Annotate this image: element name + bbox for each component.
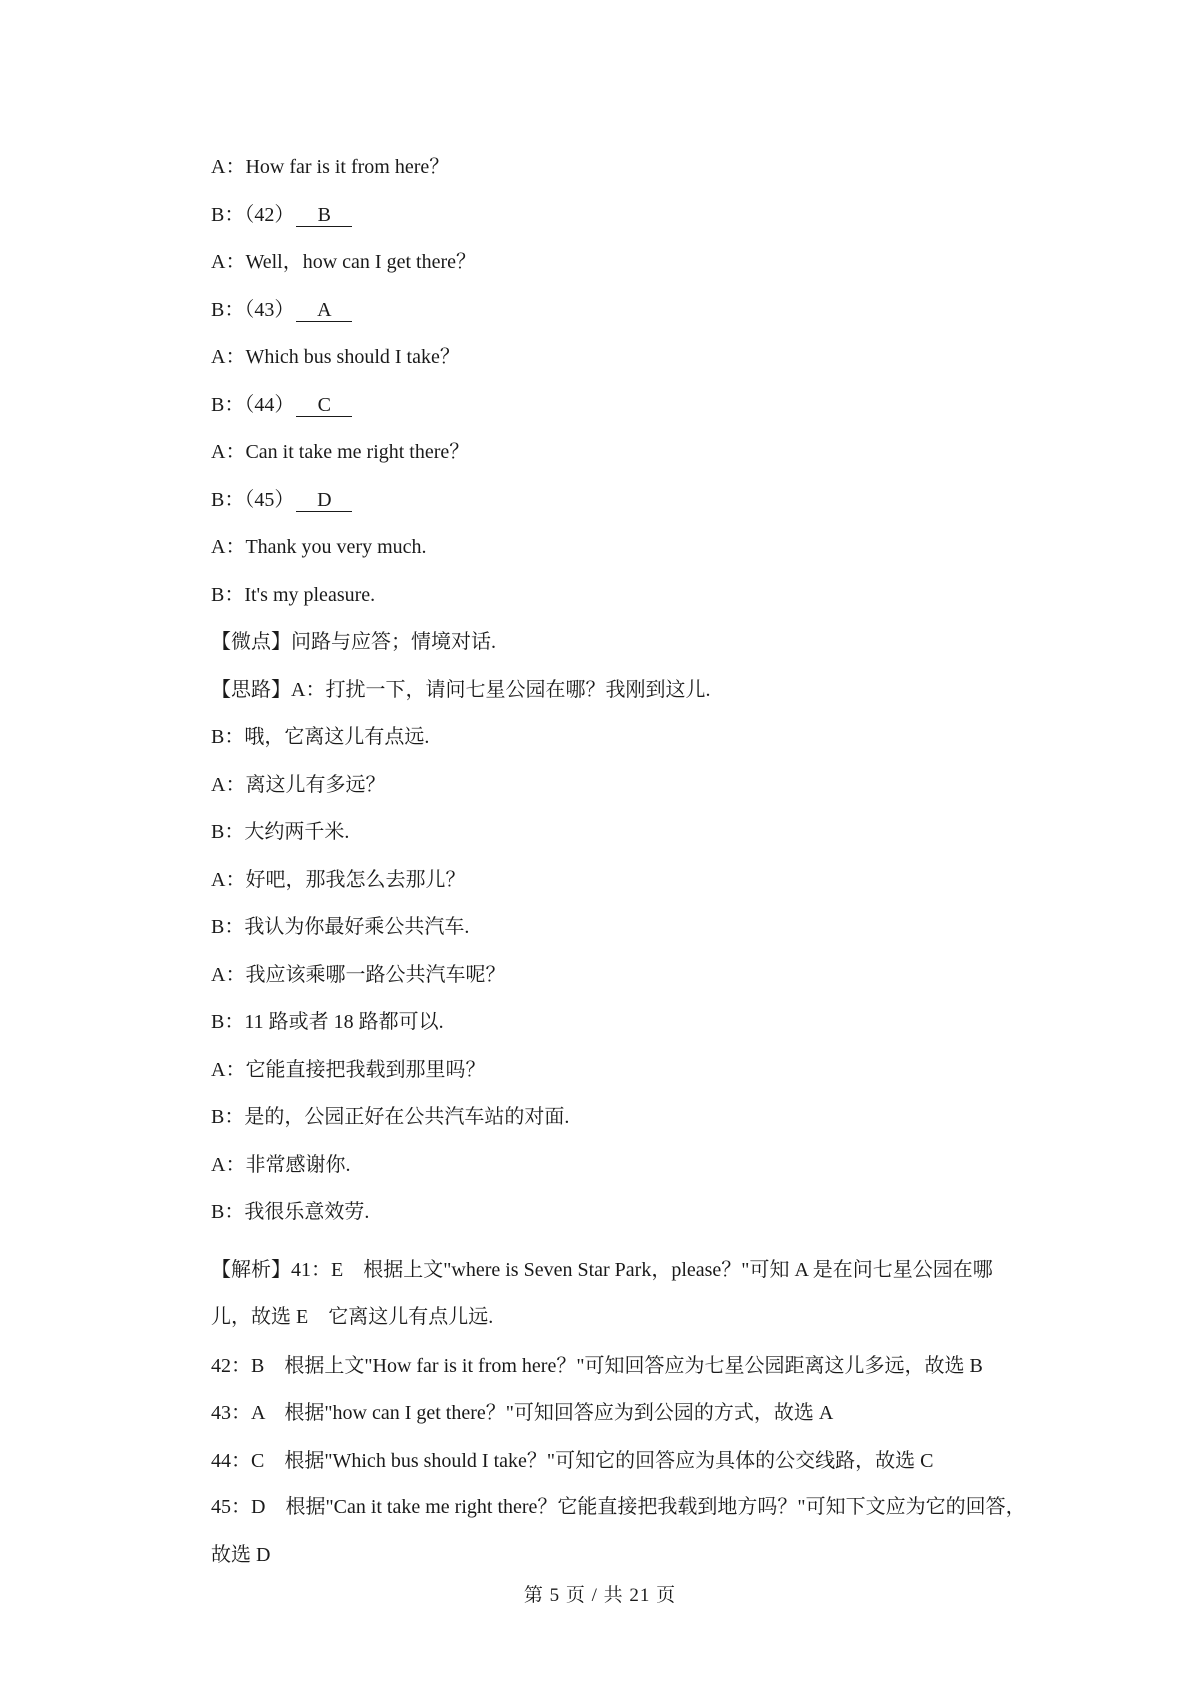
speaker-label: B：	[211, 203, 245, 226]
dialogue-line	[211, 297, 1031, 345]
dialogue-text: Can it take me right there？	[245, 441, 470, 463]
translation-line: A：它能直接把我载到那里吗？	[211, 1058, 486, 1081]
jiexi-item: 44：C 根据"Which bus should I take？"可知它的回答应为具体的公交线路，故选 C	[211, 1449, 934, 1472]
translation-line: B：哦，它离这儿有点远.	[211, 726, 430, 748]
section-text: 41：E 根据上文"where is Seven Star Park，please？"可知 A 是在问七星公园在哪儿，故选 E 它离这儿有点儿远.	[211, 1258, 993, 1328]
speaker-label: A：	[211, 536, 246, 558]
section-label: 【微点】	[211, 631, 291, 653]
dialogue-line	[211, 487, 1031, 535]
silu-line	[211, 677, 1031, 725]
translation-line: A：离这儿有多远？	[211, 773, 386, 796]
dialogue-line	[211, 534, 1031, 582]
section-text: A：打扰一下，请问七星公园在哪？我刚到这儿.	[291, 678, 711, 701]
page-footer: 第 5 页 / 共 21 页	[523, 1585, 677, 1606]
translation-line: A：我应该乘哪一路公共汽车呢？	[211, 963, 506, 986]
dialogue-text: It's my pleasure.	[244, 583, 376, 606]
translation-line: B：我认为你最好乘公共汽车.	[211, 916, 470, 938]
speaker-label: A：	[211, 156, 246, 178]
dialogue-line	[211, 344, 1031, 392]
speaker-label: B：	[211, 583, 245, 606]
speaker-label: B：	[211, 298, 245, 321]
answer-blank: D	[296, 489, 352, 512]
jiexi-item: 42：B 根据上文"How far is it from here？"可知回答应为七星公园距离这儿多远，故选 B	[211, 1354, 983, 1377]
speaker-label: A：	[211, 346, 246, 368]
dialogue-line	[211, 392, 1031, 440]
question-number: （45）	[244, 488, 295, 511]
dialogue-text: How far is it from here？	[245, 156, 450, 178]
jiexi-item: 43：A 根据"how can I get there？"可知回答应为到公园的方式，故选 A	[211, 1402, 834, 1424]
speaker-label: A：	[211, 251, 246, 273]
answer-blank: A	[296, 299, 352, 322]
translation-line: B：大约两千米.	[211, 821, 350, 843]
question-number: （42）	[244, 203, 295, 226]
translation-line: B：11 路或者 18 路都可以.	[211, 1011, 444, 1033]
speaker-label: A：	[211, 441, 246, 463]
dialogue-line	[211, 439, 1031, 487]
translation-line: B：我很乐意效劳.	[211, 1201, 370, 1223]
speaker-label: B：	[211, 393, 245, 416]
dialogue-line	[211, 582, 1031, 630]
content	[211, 154, 1031, 1579]
question-number: （44）	[244, 393, 295, 416]
dialogue-text: Which bus should I take？	[245, 346, 460, 368]
section-text: 问路与应答；情境对话.	[291, 631, 496, 653]
jiexi-paragraph	[211, 1247, 1031, 1342]
section-label: 【思路】	[211, 678, 291, 701]
translation-line: B：是的，公园正好在公共汽车站的对面.	[211, 1106, 570, 1128]
question-number: （43）	[244, 298, 295, 321]
translation-line: A：非常感谢你.	[211, 1153, 351, 1176]
dialogue-text: Thank you very much.	[245, 536, 427, 558]
weidian-line	[211, 629, 1031, 677]
jiexi-item: 45：D 根据"Can it take me right there？它能直接把我载到地方吗？"可知下文应为它的回答，故选 D	[211, 1496, 1026, 1566]
section-label: 【解析】	[211, 1258, 291, 1281]
speaker-label: B：	[211, 488, 245, 511]
dialogue-text: Well，how can I get there？	[245, 251, 476, 273]
dialogue-line	[211, 154, 1031, 202]
answer-blank: B	[296, 204, 352, 227]
translation-line: A：好吧，那我怎么去那儿？	[211, 868, 466, 891]
dialogue-line	[211, 202, 1031, 250]
dialogue-line	[211, 249, 1031, 297]
answer-blank: C	[296, 394, 352, 417]
